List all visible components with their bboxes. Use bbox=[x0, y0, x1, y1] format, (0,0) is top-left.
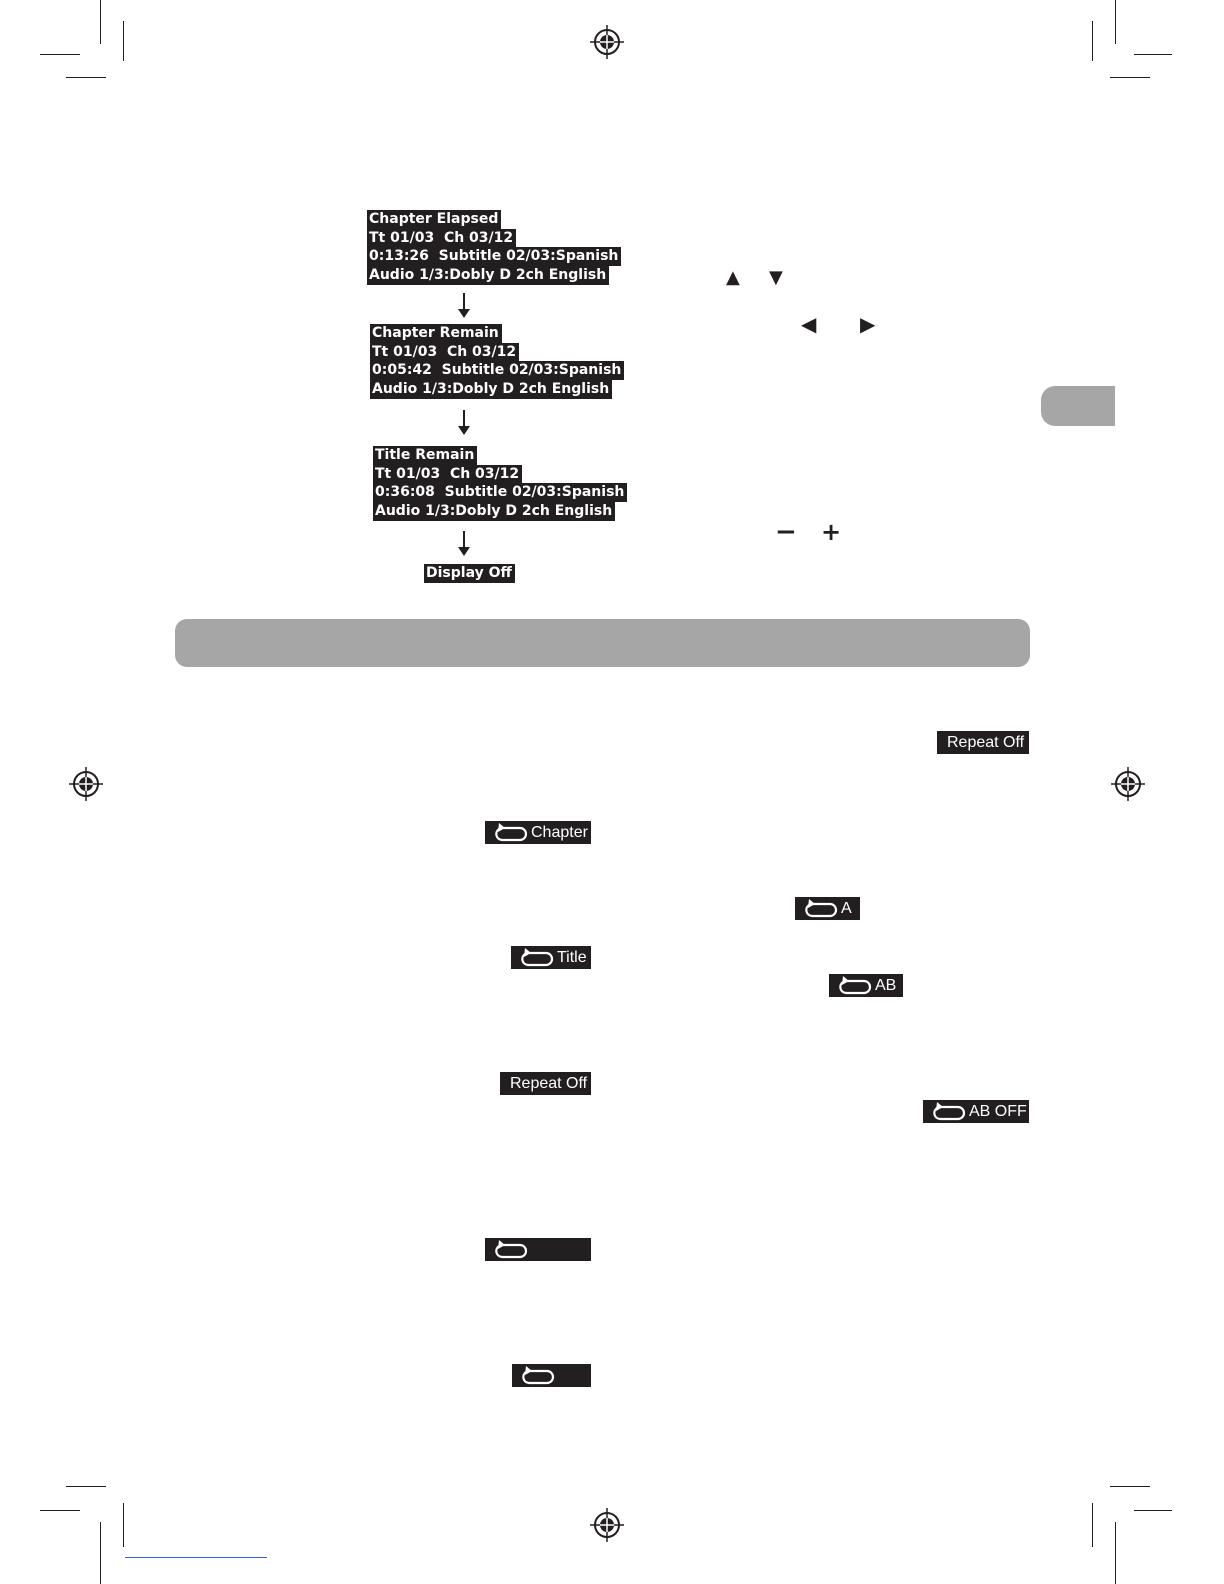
repeat-icon bbox=[519, 948, 555, 968]
osd-info-audio: Audio 1/3:Dobly D 2ch English bbox=[373, 502, 615, 521]
registration-mark-icon bbox=[1111, 767, 1145, 801]
arrow-down-icon bbox=[457, 410, 471, 436]
registration-mark-icon bbox=[69, 767, 103, 801]
osd-info-title: Title Remain bbox=[373, 446, 477, 465]
osd-repeat-a-label: A bbox=[841, 900, 852, 917]
osd-info-track: Tt 01/03 Ch 03/12 bbox=[370, 343, 519, 362]
osd-repeat-ab-label: AB bbox=[875, 977, 897, 994]
osd-info-track: Tt 01/03 Ch 03/12 bbox=[367, 229, 516, 248]
repeat-icon bbox=[493, 1240, 529, 1260]
down-arrow-icon: ▼ bbox=[769, 267, 783, 288]
osd-info-track: Tt 01/03 Ch 03/12 bbox=[373, 465, 522, 484]
osd-repeat-blank bbox=[485, 1238, 591, 1261]
repeat-icon bbox=[520, 1366, 556, 1386]
repeat-icon bbox=[837, 976, 873, 996]
osd-repeat-ab-off-label: AB OFF bbox=[969, 1103, 1027, 1120]
up-arrow-icon: ▲ bbox=[726, 267, 740, 288]
plus-icon: + bbox=[821, 518, 842, 546]
arrow-down-icon bbox=[457, 293, 471, 319]
osd-display-off: Display Off bbox=[424, 564, 515, 583]
osd-repeat-chapter-label: Chapter bbox=[531, 824, 588, 841]
footer-underline bbox=[125, 1557, 267, 1558]
osd-info-audio: Audio 1/3:Dobly D 2ch English bbox=[370, 380, 612, 399]
osd-repeat-title-label: Title bbox=[557, 949, 587, 966]
repeat-icon bbox=[803, 899, 839, 919]
side-tab bbox=[1041, 386, 1115, 426]
osd-repeat-title bbox=[511, 946, 591, 969]
section-header-bar bbox=[175, 619, 1030, 667]
osd-info-title: Chapter Elapsed bbox=[367, 210, 501, 229]
osd-repeat-chapter bbox=[485, 821, 591, 844]
minus-icon: − bbox=[775, 517, 797, 547]
osd-repeat-off-label: Repeat Off bbox=[947, 734, 1025, 751]
osd-repeat-off-label: Repeat Off bbox=[510, 1075, 588, 1092]
osd-info-audio: Audio 1/3:Dobly D 2ch English bbox=[367, 266, 609, 285]
osd-repeat-blank bbox=[512, 1364, 591, 1387]
right-arrow-icon: ▶ bbox=[860, 312, 876, 336]
osd-info-time-subtitle: 0:13:26 Subtitle 02/03:Spanish bbox=[367, 247, 621, 266]
osd-info-title: Chapter Remain bbox=[370, 324, 502, 343]
osd-repeat-off bbox=[500, 1072, 591, 1095]
registration-mark-icon bbox=[590, 25, 624, 59]
arrow-down-icon bbox=[457, 531, 471, 557]
left-arrow-icon: ◀ bbox=[801, 312, 817, 336]
repeat-icon bbox=[493, 823, 529, 843]
repeat-icon bbox=[931, 1102, 967, 1122]
osd-info-time-subtitle: 0:05:42 Subtitle 02/03:Spanish bbox=[370, 361, 624, 380]
osd-repeat-a bbox=[795, 897, 860, 920]
registration-mark-icon bbox=[590, 1508, 624, 1542]
osd-repeat-ab-off bbox=[923, 1100, 1029, 1123]
osd-repeat-off bbox=[937, 731, 1029, 754]
osd-info-time-subtitle: 0:36:08 Subtitle 02/03:Spanish bbox=[373, 483, 627, 502]
osd-repeat-ab bbox=[829, 974, 903, 997]
